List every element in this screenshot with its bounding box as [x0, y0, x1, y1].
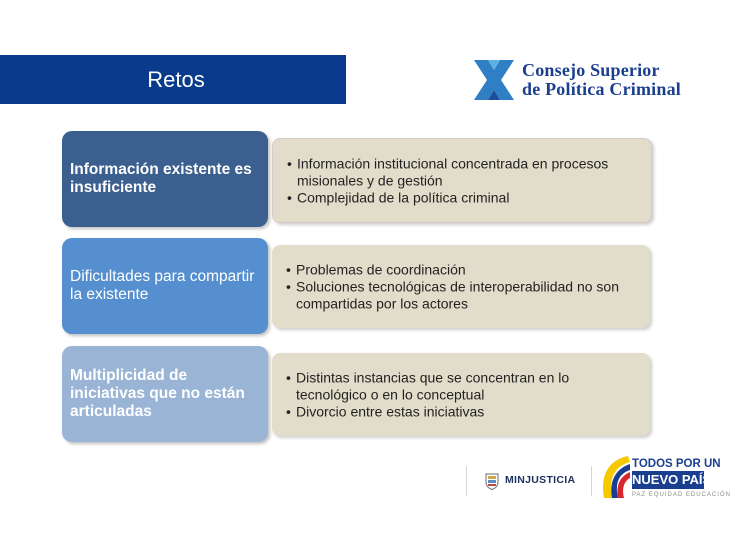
cpc-x-logo-icon: [474, 60, 514, 100]
detail-box: [272, 138, 652, 223]
challenge-label: Dificultades para compartir la existente: [70, 268, 255, 303]
slogan-line-1: TODOS POR UN: [632, 458, 721, 470]
challenge-box: [62, 346, 268, 442]
detail-box: [272, 353, 650, 436]
nuevo-pais-logo: [598, 454, 731, 508]
brand-line-2: de Política Criminal: [522, 79, 681, 99]
ministry-name: MINJUSTICIA: [505, 474, 576, 486]
brand-logo: [474, 58, 704, 104]
challenge-box: [62, 131, 268, 227]
detail-item: • Distintas instancias que se concentran en lo tecnológico o en lo conceptual: [286, 369, 640, 403]
colombia-flag-curve-icon: [598, 454, 632, 504]
detail-item: • Divorcio entre estas iniciativas: [286, 403, 640, 420]
detail-item: • Soluciones tecnológicas de interoperabilidad no son compartidas por los actores: [286, 278, 640, 312]
brand-line-1: Consejo Superior: [522, 60, 660, 80]
challenge-row: [62, 238, 650, 334]
ministry-logo: [466, 466, 592, 496]
detail-list: [287, 155, 641, 206]
challenge-row: [62, 346, 650, 442]
detail-item: • Complejidad de la política criminal: [287, 189, 641, 206]
detail-item: • Problemas de coordinación: [286, 261, 640, 278]
challenge-label: Información existente es insuficiente: [70, 161, 252, 196]
detail-list: [286, 261, 640, 312]
detail-item: • Información institucional concentrada en procesos misionales y de gestión: [287, 155, 641, 189]
slogan-line-2: NUEVO PAÍS: [632, 472, 712, 487]
challenge-label: Multiplicidad de iniciativas que no están articuladas: [70, 367, 245, 420]
coat-of-arms-icon: [485, 473, 499, 490]
challenge-box: [62, 238, 268, 334]
slide-title: Retos: [147, 67, 205, 92]
detail-list: [286, 369, 640, 420]
challenge-row: [62, 131, 650, 227]
slogan-line-3: PAZ EQUIDAD EDUCACIÓN: [632, 492, 731, 498]
detail-box: [272, 245, 650, 328]
